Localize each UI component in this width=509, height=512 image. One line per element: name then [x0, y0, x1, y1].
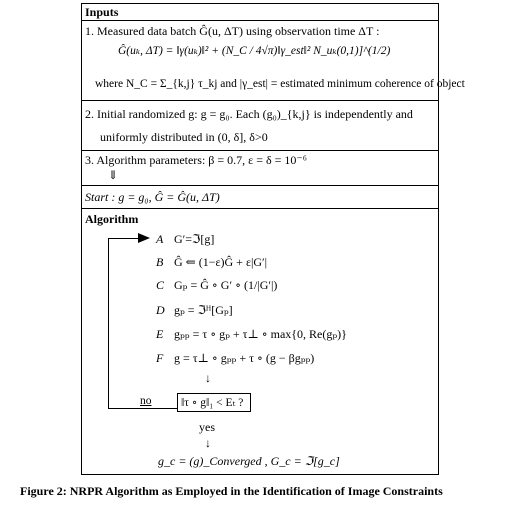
step-b-label: B	[156, 255, 164, 269]
no-label: no	[140, 395, 152, 407]
step-b-formula: Ĝ ⇐ (1−ε)Ĝ + ε|G′|	[174, 255, 268, 269]
step-e-formula: gₚₚ = τ ∘ gₚ + τ⊥ ∘ max{0, Re(gₚ)}	[174, 327, 347, 341]
step-c-formula: Gₚ = Ĝ ∘ G′ ∘ (1/|G′|)	[174, 278, 278, 292]
input-item-2-line-2: uniformly distributed in (0, δ], δ>0	[100, 130, 268, 144]
step-f-formula: g = τ⊥ ∘ gₚₚ + τ ∘ (g − βgₚₚ)	[174, 351, 315, 365]
loop-arrowhead	[138, 233, 150, 243]
start-rule-top	[81, 185, 439, 186]
step-d-label: D	[156, 303, 165, 317]
loop-bottom-line	[108, 408, 178, 409]
yes-label: yes	[199, 420, 215, 434]
start-rule-bottom	[81, 208, 439, 209]
step-a-label: A	[156, 232, 164, 246]
section-rule-3	[81, 150, 439, 151]
input-equation-1: Ĝ(uₖ, ΔT) = ‖γ(uₖ)‖² + (N_C / 4√π)‖γ_est‖² N_uₖ(0,1)]^(1/2)	[118, 45, 391, 57]
condition-text: ‖τ ∘ g‖₁ < Eₜ ?	[181, 397, 244, 409]
input-item-2-line-1: 2. Initial randomized g: g = g₀. Each (g₀)_{k,j} is independently and	[85, 107, 413, 121]
inputs-heading-rule	[81, 20, 439, 21]
input-item-3: 3. Algorithm parameters: β = 0.7, ε = δ = 10⁻⁶	[85, 153, 307, 167]
down-double-arrow: ⇓	[108, 168, 119, 182]
section-rule-2	[81, 100, 439, 101]
loop-back-line	[108, 238, 109, 408]
down-arrow-2: ↓	[205, 436, 211, 450]
final-result: g_c = (g)_Converged , G_c = ℑ[g_c]	[158, 454, 340, 468]
step-a-formula: G′=ℑ[g]	[174, 232, 215, 246]
step-f-label: F	[156, 351, 164, 365]
figure-frame	[81, 3, 439, 475]
down-arrow-1: ↓	[205, 371, 211, 385]
step-e-label: E	[156, 327, 164, 341]
start-line: Start : g = g₀, Ĝ = Ĝ(u, ΔT)	[85, 190, 220, 204]
figure-caption: Figure 2: NRPR Algorithm as Employed in the Identification of Image Constraints	[20, 484, 443, 498]
algorithm-heading: Algorithm	[85, 212, 139, 226]
where-line: where N_C = Σ_{k,j} τ_kj and |γ_est| = estimated minimum coherence of object	[95, 78, 465, 90]
inputs-heading: Inputs	[85, 5, 119, 19]
input-item-1: 1. Measured data batch Ĝ(u, ΔT) using observation time ΔT :	[85, 24, 380, 38]
step-d-formula: gₚ = ℑᴴ[Gₚ]	[174, 303, 233, 317]
step-c-label: C	[156, 278, 165, 292]
